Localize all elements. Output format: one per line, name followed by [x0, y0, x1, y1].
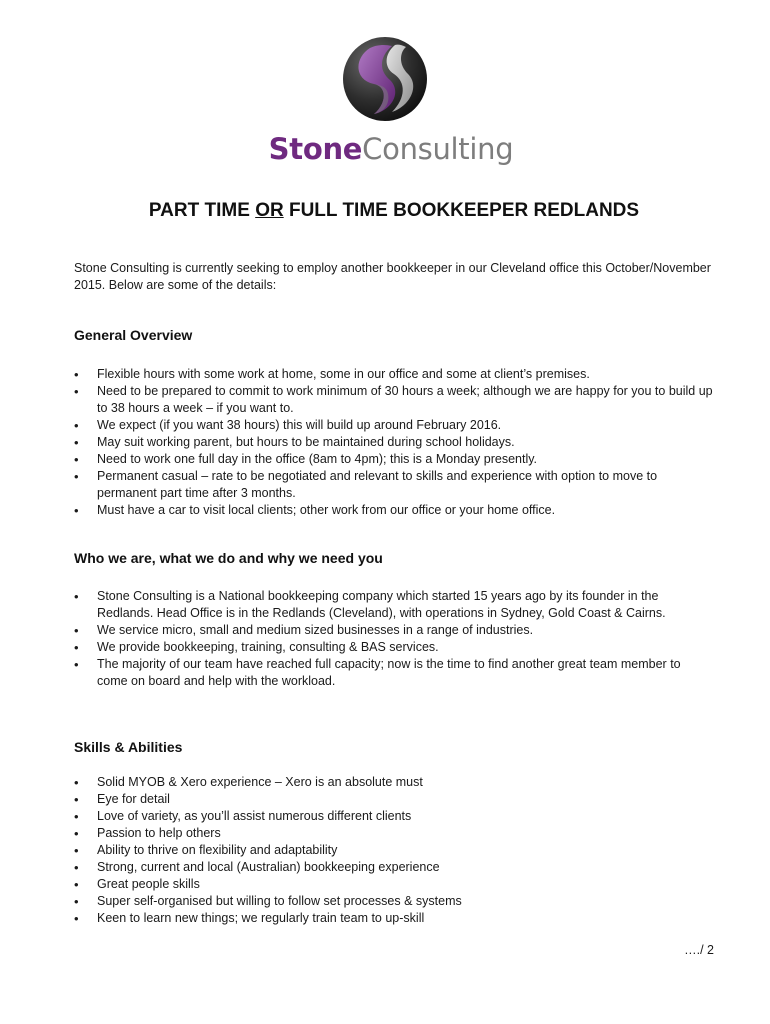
- who-we-are-list: [74, 588, 714, 690]
- list-item: • We service micro, small and medium sized businesses in a range of industries.: [74, 622, 714, 639]
- page-title: [0, 200, 770, 222]
- list-item: • Super self-organised but willing to follow set processes & systems: [74, 893, 714, 910]
- list-item: • Strong, current and local (Australian) bookkeeping experience: [74, 859, 714, 876]
- list-item: • Love of variety, as you’ll assist numerous different clients: [74, 808, 714, 825]
- list-item: • Keen to learn new things; we regularly train team to up-skill: [74, 910, 714, 927]
- section-heading-general-overview: General Overview: [74, 327, 193, 343]
- general-overview-list: [74, 366, 714, 519]
- list-item: • We expect (if you want 38 hours) this will build up around February 2016.: [74, 417, 714, 434]
- skills-list: [74, 774, 714, 927]
- list-item: • Permanent casual – rate to be negotiated and relevant to skills and experience with option to move to permanent part time after 3 months.: [74, 468, 714, 502]
- title-part1: PART TIME: [148, 200, 256, 221]
- list-item: • We provide bookkeeping, training, consulting & BAS services.: [74, 639, 714, 656]
- title-underlined: OR: [255, 200, 284, 221]
- logo-word-consulting: Consulting: [362, 132, 514, 166]
- company-logo: [0, 34, 770, 166]
- section-heading-skills: Skills & Abilities: [74, 739, 183, 755]
- logo-wordmark: [6, 132, 770, 166]
- intro-paragraph: Stone Consulting is currently seeking to employ another bookkeeper in our Cleveland office this October/November 2015. Below are some of the details:: [74, 261, 711, 292]
- list-item: • Solid MYOB & Xero experience – Xero is an absolute must: [74, 774, 714, 791]
- title-part2: FULL TIME BOOKKEEPER REDLANDS: [283, 200, 640, 221]
- list-item: • May suit working parent, but hours to be maintained during school holidays.: [74, 434, 714, 451]
- list-item: • Passion to help others: [74, 825, 714, 842]
- logo-word-stone: Stone: [268, 132, 363, 166]
- list-item: • Need to work one full day in the office (8am to 4pm); this is a Monday presently.: [74, 451, 714, 468]
- list-item: • Ability to thrive on flexibility and adaptability: [74, 842, 714, 859]
- section-heading-who-we-are: Who we are, what we do and why we need you: [74, 550, 383, 566]
- list-item: • Flexible hours with some work at home, some in our office and some at client’s premises.: [74, 366, 714, 383]
- list-item: • Must have a car to visit local clients; other work from our office or your home office.: [74, 502, 714, 519]
- page-number: …./ 2: [684, 943, 714, 957]
- list-item: • Need to be prepared to commit to work minimum of 30 hours a week; although we are happy for you to build up to 38 hours a week – if you want to.: [74, 383, 714, 417]
- list-item: • Stone Consulting is a National bookkeeping company which started 15 years ago by its founder in the Redlands. Head Office is in the Redlands (Cleveland), with operations in Sydney, Gold Coast & Cairns.: [74, 588, 714, 622]
- list-item: • The majority of our team have reached full capacity; now is the time to find another great team member to come on board and help with the workload.: [74, 656, 714, 690]
- list-item: • Eye for detail: [74, 791, 714, 808]
- list-item: • Great people skills: [74, 876, 714, 893]
- stone-logo-icon: [340, 34, 430, 124]
